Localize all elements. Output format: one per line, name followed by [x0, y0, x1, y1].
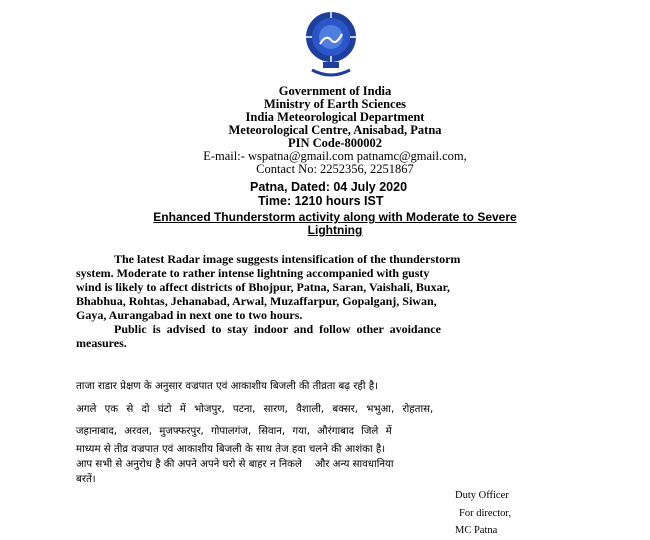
english-para-1-line-5: Gaya, Aurangabad in next one to two hours. [76, 308, 303, 322]
hindi-line-3: जहानाबाद, अरवल, मुजफ्फरपुर, गोपालगंज, सिवान, गया, औरंगाबाद जिले में [76, 426, 392, 437]
imd-emblem-icon [302, 4, 360, 84]
org-ministry: Ministry of Earth Sciences [264, 97, 406, 111]
english-para-2-line-1: Public is advised to stay indoor and follow other avoidance [114, 322, 441, 336]
subject-line-2: Lightning [307, 223, 363, 237]
org-pincode: PIN Code-800002 [287, 136, 383, 150]
dateline-date: Patna, Dated: 04 July 2020 [250, 180, 408, 194]
english-para-1-line-3: wind is likely to affect districts of Bhojpur, Patna, Saran, Vaishali, Buxar, [76, 280, 450, 294]
org-contact: Contact No: 2252356, 2251867 [256, 162, 414, 176]
hindi-line-2: अगले एक से दो घंटो में भोजपुर, पटना, सारण, वैशाली, बक्सर, भभुआ, रोहतास, [76, 404, 434, 415]
hindi-line-5: आप सभी से अनुरोध है की अपने अपने घरो से बाहर न निकले और अन्य सावधानिया [76, 459, 394, 470]
english-para-1-line-1: The latest Radar image suggests intensification of the thunderstorm [114, 252, 461, 266]
hindi-line-1: ताजा राडार प्रेक्षण के अनुसार वज्रपात एवं आकाशीय बिजली की तीव्रता बढ़ रही है। [76, 381, 378, 392]
english-para-1-line-2: system. Moderate to rather intense lightning accompanied with gusty [76, 266, 430, 280]
signature-duty-officer: Duty Officer [455, 490, 509, 501]
subject-line-1: Enhanced Thunderstorm activity along with Moderate to Severe [153, 210, 517, 224]
dateline-time: Time: 1210 hours IST [258, 194, 384, 208]
hindi-line-6: बरतें। [76, 474, 96, 485]
hindi-line-4: माध्यम से तीव्र वज्रपात एवं आकाशीय बिजली के साथ तेज हवा चलने की आशंका है। [76, 444, 386, 455]
org-email: E-mail:- wspatna@gmail.com patnamc@gmail.com, [203, 149, 467, 163]
signature-mc-patna: MC Patna [455, 525, 498, 536]
org-centre: Meteorological Centre, Anisabad, Patna [228, 123, 442, 137]
signature-for-director: For director, [459, 508, 512, 519]
english-para-2-line-2: measures. [76, 336, 127, 350]
english-para-1-line-4: Bhabhua, Rohtas, Jehanabad, Arwal, Muzaffarpur, Gopalganj, Siwan, [76, 294, 437, 308]
org-department: India Meteorological Department [245, 110, 425, 124]
org-government: Government of India [278, 84, 392, 98]
